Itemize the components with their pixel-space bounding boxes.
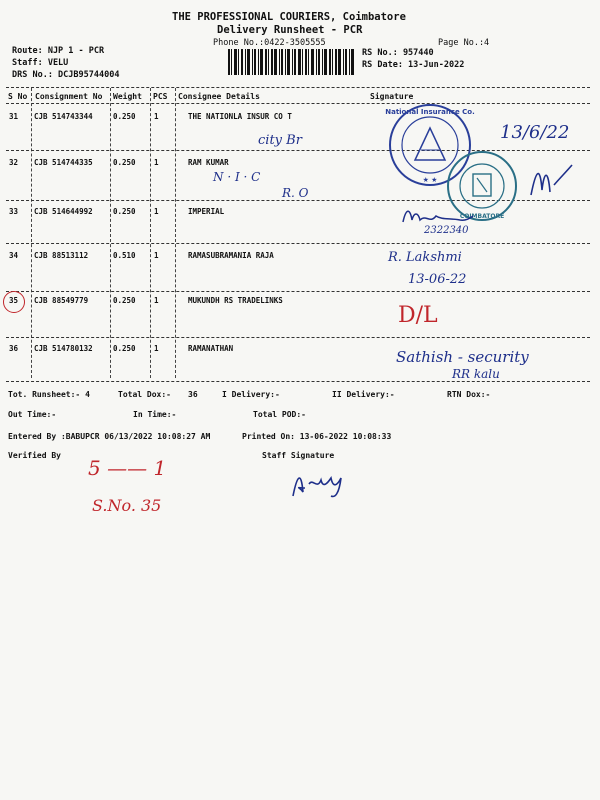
table-header-rule <box>6 103 590 104</box>
red-circle-mark <box>3 291 25 313</box>
row-weight: 0.250 <box>113 207 136 216</box>
row-pcs: 1 <box>154 251 159 260</box>
row-sno: 34 <box>9 251 19 260</box>
staff-signature <box>287 466 349 500</box>
handwritten-ro: R. O <box>282 186 309 200</box>
col-signature: Signature <box>370 92 414 101</box>
printed-on: Printed On: 13-06-2022 10:08:33 <box>242 432 392 441</box>
svg-text:★ ★: ★ ★ <box>422 176 438 184</box>
col-consignee: Consignee Details <box>178 92 260 101</box>
col-consignment: Consignment No <box>35 92 103 101</box>
staff: Staff: VELU <box>12 58 69 68</box>
drs-number: DRS No.: DCJB95744004 <box>12 70 120 80</box>
ii-delivery: II Delivery:- <box>332 390 395 399</box>
table-top-rule <box>6 87 590 88</box>
row-rule <box>6 291 590 292</box>
row-consignment: CJB 88549779 <box>34 296 89 305</box>
handwritten-date-34: 13-06-22 <box>408 272 467 287</box>
row-sno: 36 <box>9 344 19 353</box>
total-runsheet: Tot. Runsheet:- 4 <box>8 390 90 399</box>
col-pcs: PCS <box>153 92 168 101</box>
row-weight: 0.510 <box>113 251 136 260</box>
route: Route: NJP 1 - PCR <box>12 46 105 56</box>
out-time: Out Time:- <box>8 410 57 419</box>
handwritten-nic: N · I · C <box>213 170 261 184</box>
row-weight: 0.250 <box>113 158 136 167</box>
handwritten-name-34: R. Lakshmi <box>388 250 462 265</box>
handwritten-dl: D/L <box>398 303 438 328</box>
rs-number: RS No.: 957440 <box>362 48 434 58</box>
company-name: THE PROFESSIONAL COURIERS, Coimbatore <box>172 11 406 23</box>
total-dox-value: 36 <box>188 390 198 399</box>
svg-text:COIMBATORE: COIMBATORE <box>459 213 505 220</box>
handwritten-date-31: 13/6/22 <box>500 122 570 143</box>
row-sno: 35 <box>9 296 19 305</box>
entered-by: Entered By :BABUPCR 06/13/2022 10:08:27 AM <box>8 432 211 441</box>
col-sno: S No <box>8 92 28 101</box>
handwritten-city-br: city Br <box>258 133 302 148</box>
row-consignee: RAM KUMAR <box>188 158 229 167</box>
signature-scribble <box>526 160 576 200</box>
row-pcs: 1 <box>154 207 159 216</box>
row-consignee: IMPERIAL <box>188 207 225 216</box>
row-consignment: CJB 514780132 <box>34 344 93 353</box>
row-pcs: 1 <box>154 296 159 305</box>
svg-text:National Insurance Co.: National Insurance Co. <box>385 108 475 116</box>
rs-date: RS Date: 13-Jun-2022 <box>362 60 465 70</box>
col-weight: Weight <box>113 92 142 101</box>
row-pcs: 1 <box>154 112 159 121</box>
col-divider <box>175 88 176 378</box>
verified-by: Verified By <box>8 451 61 460</box>
row-consignee: THE NATIONLA INSUR CO T <box>188 112 292 121</box>
document-title: Delivery Runsheet - PCR <box>217 24 363 36</box>
col-divider <box>150 88 151 378</box>
barcode-graphic <box>228 49 354 75</box>
handwritten-sno: S.No. 35 <box>92 496 162 515</box>
row-sno: 32 <box>9 158 19 167</box>
in-time: In Time:- <box>133 410 177 419</box>
total-dox-label: Total Dox:- <box>118 390 171 399</box>
i-delivery: I Delivery:- <box>222 390 280 399</box>
col-divider <box>110 88 111 378</box>
col-divider <box>31 88 32 378</box>
row-weight: 0.250 <box>113 296 136 305</box>
row-weight: 0.250 <box>113 112 136 121</box>
row-consignee: RAMASUBRAMANIA RAJA <box>188 251 274 260</box>
row-sno: 31 <box>9 112 19 121</box>
row-consignment: CJB 88513112 <box>34 251 89 260</box>
page-number: Page No.:4 <box>438 38 490 48</box>
row-consignee: MUKUNDH RS TRADELINKS <box>188 296 283 305</box>
row-pcs: 1 <box>154 158 159 167</box>
row-rule <box>6 337 590 338</box>
total-pod: Total POD:- <box>253 410 306 419</box>
handwritten-tally: 5 —— 1 <box>88 456 167 480</box>
handwritten-rr: RR kalu <box>452 367 500 381</box>
table-bottom-rule <box>6 381 590 382</box>
row-consignment: CJB 514744335 <box>34 158 93 167</box>
row-consignment: CJB 514644992 <box>34 207 93 216</box>
handwritten-security: Sathish - security <box>396 348 529 366</box>
row-consignee: RAMANATHAN <box>188 344 234 353</box>
row-consignment: CJB 514743344 <box>34 112 93 121</box>
handwritten-number: 2322340 <box>424 225 469 236</box>
row-rule <box>6 243 590 244</box>
staff-signature-label: Staff Signature <box>262 451 335 460</box>
phone-number: Phone No.:0422-3505555 <box>213 38 326 48</box>
row-sno: 33 <box>9 207 19 216</box>
rtn-dox: RTN Dox:- <box>447 390 491 399</box>
row-pcs: 1 <box>154 344 159 353</box>
row-weight: 0.250 <box>113 344 136 353</box>
